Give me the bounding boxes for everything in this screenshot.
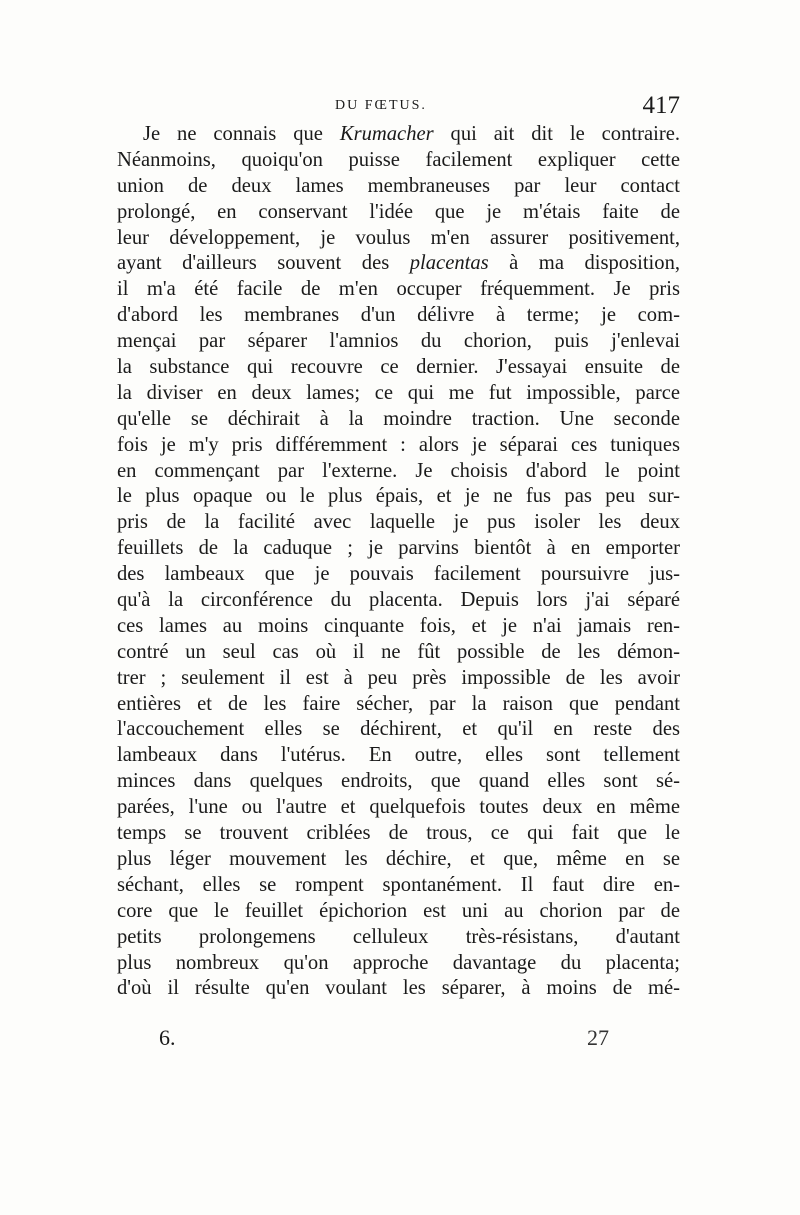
text-line: feuillets de la caduque ; je parvins bientôt à en emporter bbox=[117, 537, 680, 560]
signature-number: 27 bbox=[587, 1025, 609, 1050]
text-line: la diviser en deux lames; ce qui me fut impossible, parce bbox=[117, 381, 680, 404]
text-line: d'abord les membranes d'un délivre à terme; je com- bbox=[117, 304, 680, 327]
text-line: Je ne connais que Krumacher qui ait dit le contraire. bbox=[143, 123, 680, 145]
text-line: contré un seul cas où il ne fût possible de les démon- bbox=[117, 640, 680, 663]
text-line: union de deux lames membraneuses par leur contact bbox=[117, 174, 680, 197]
text-line: en commençant par l'externe. Je choisis d'abord le point bbox=[117, 459, 680, 482]
page-number: 417 bbox=[642, 92, 680, 119]
text-line: temps se trouvent criblées de trous, ce qui fait que le bbox=[117, 822, 680, 845]
running-head bbox=[117, 92, 680, 124]
text-line: pris de la facilité avec laquelle je pus isoler les deux bbox=[117, 511, 680, 534]
text-line: parées, l'une ou l'autre et quelquefois toutes deux en même bbox=[117, 796, 680, 819]
text-line: ayant d'ailleurs souvent des placentas à ma disposition, bbox=[117, 252, 681, 275]
text-line: le plus opaque ou le plus épais, et je ne fus pas peu sur- bbox=[117, 485, 680, 508]
text-line: plus léger mouvement les déchire, et que, même en se bbox=[117, 847, 680, 870]
text-line: ces lames au moins cinquante fois, et je n'ai jamais ren- bbox=[117, 614, 680, 637]
text-line: plus nombreux qu'on approche davantage du placenta; bbox=[117, 951, 680, 974]
text-line: il m'a été facile de m'en occuper fréquemment. Je pris bbox=[117, 278, 680, 301]
text-line: mençai par séparer l'amnios du chorion, puis j'enlevai bbox=[117, 330, 680, 353]
text-line: leur développement, je voulus m'en assurer positivement, bbox=[117, 226, 680, 249]
text-line: qu'à la circonférence du placenta. Depuis lors j'ai séparé bbox=[117, 589, 680, 612]
text-line: d'où il résulte qu'en voulant les séparer, à moins de mé- bbox=[117, 977, 680, 1000]
text-line: prolongé, en conservant l'idée que je m'étais faite de bbox=[117, 200, 680, 223]
text-line: core que le feuillet épichorion est uni au chorion par de bbox=[117, 899, 680, 922]
text-line: séchant, elles se rompent spontanément. Il faut dire en- bbox=[117, 873, 680, 896]
text-line: lambeaux dans l'utérus. En outre, elles sont tellement bbox=[117, 744, 680, 767]
text-line: Néanmoins, quoiqu'on puisse facilement expliquer cette bbox=[117, 148, 680, 171]
text-line: petits prolongemens celluleux très-résistans, d'autant bbox=[117, 925, 680, 948]
text-line: minces dans quelques endroits, que quand elles sont sé- bbox=[117, 770, 680, 793]
text-line: la substance qui recouvre ce dernier. J'essayai ensuite de bbox=[117, 356, 680, 379]
signature-mark: 6. bbox=[159, 1025, 176, 1050]
text-line: fois je m'y pris différemment : alors je séparai ces tuniques bbox=[117, 433, 680, 456]
text-line: entières et de les faire sécher, par la raison que pendant bbox=[117, 692, 680, 715]
page-footer bbox=[117, 1025, 680, 1055]
running-title: DU FŒTUS. bbox=[335, 98, 427, 113]
text-line: trer ; seulement il est à peu près impossible de les avoir bbox=[117, 666, 680, 689]
text-line: des lambeaux que je pouvais facilement poursuivre jus- bbox=[117, 563, 680, 586]
body-text bbox=[117, 122, 680, 1002]
text-line: qu'elle se déchirait à la moindre traction. Une seconde bbox=[117, 407, 680, 430]
text-line: l'accouchement elles se déchirent, et qu'il en reste des bbox=[117, 718, 680, 741]
